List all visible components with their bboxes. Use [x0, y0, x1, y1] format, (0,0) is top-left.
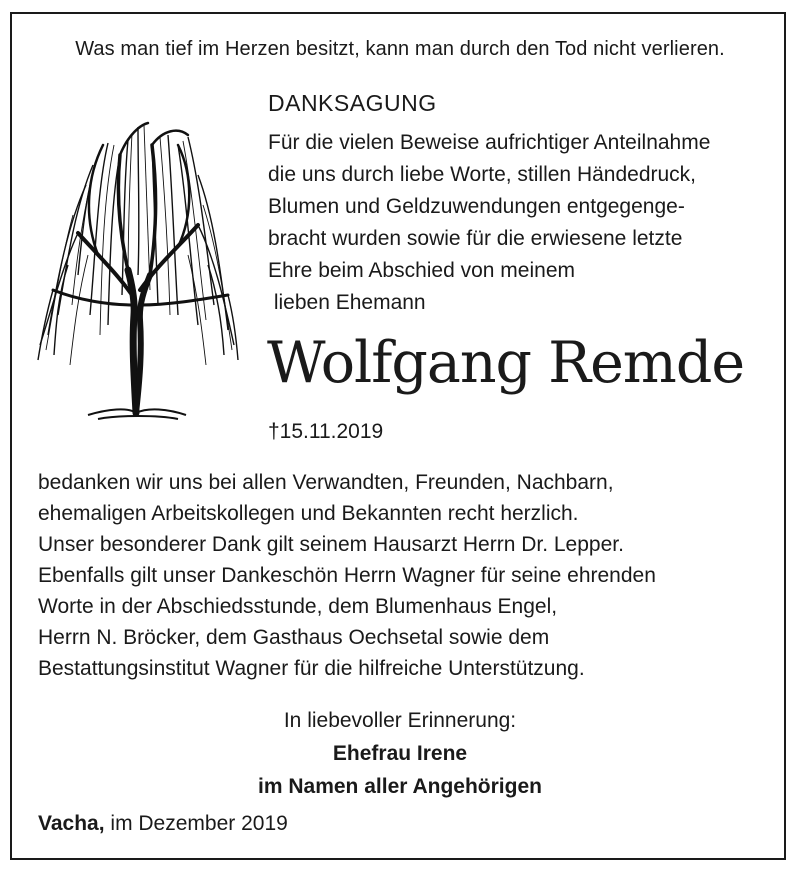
closing-intro: In liebevoller Erinnerung: — [283, 709, 517, 732]
body-line: ehemaligen Arbeitskollegen und Bekannten recht herzlich. — [38, 502, 579, 525]
place: Vacha, — [38, 812, 105, 835]
intro-line: die uns durch liebe Worte, stillen Händedruck, — [268, 163, 697, 186]
body-line: Herrn N. Bröcker, dem Gasthaus Oechsetal sowie dem — [38, 626, 550, 649]
intro-line: Für die vielen Beweise aufrichtiger Anteilnahme — [268, 131, 711, 154]
motto: Was man tief im Herzen besitzt, kann man durch den Tod nicht verlieren. — [75, 38, 725, 60]
body-line: Worte in der Abschiedsstunde, dem Blumenhaus Engel, — [38, 595, 558, 618]
body-line: Unser besonderer Dank gilt seinem Hausarzt Herrn Dr. Lepper. — [38, 533, 624, 556]
body-line: Ebenfalls gilt unser Dankeschön Herrn Wagner für seine ehrenden — [38, 564, 656, 587]
intro-line: lieben Ehemann — [268, 291, 426, 314]
intro-text — [268, 127, 778, 319]
intro-line: Ehre beim Abschied von meinem — [268, 259, 575, 282]
body-line: Bestattungsinstitut Wagner für die hilfreiche Unterstützung. — [38, 657, 585, 680]
date: im Dezember 2019 — [104, 812, 288, 835]
place-date — [38, 812, 288, 836]
intro-line: bracht wurden sowie für die erwiesene letzte — [268, 227, 683, 250]
deceased-name: Wolfgang Remde — [267, 330, 745, 396]
closing-block — [0, 704, 800, 803]
signature-spouse: Ehefrau Irene — [332, 742, 468, 765]
thanks-text — [38, 467, 778, 684]
heading: DANKSAGUNG — [268, 90, 437, 116]
body-line: bedanken wir uns bei allen Verwandten, Freunden, Nachbarn, — [38, 471, 614, 494]
intro-line: Blumen und Geldzuwendungen entgegenge- — [268, 195, 685, 218]
signature-family: im Namen aller Angehörigen — [258, 775, 542, 798]
death-date: †15.11.2019 — [268, 420, 384, 443]
weeping-willow-tree-icon — [28, 115, 243, 425]
